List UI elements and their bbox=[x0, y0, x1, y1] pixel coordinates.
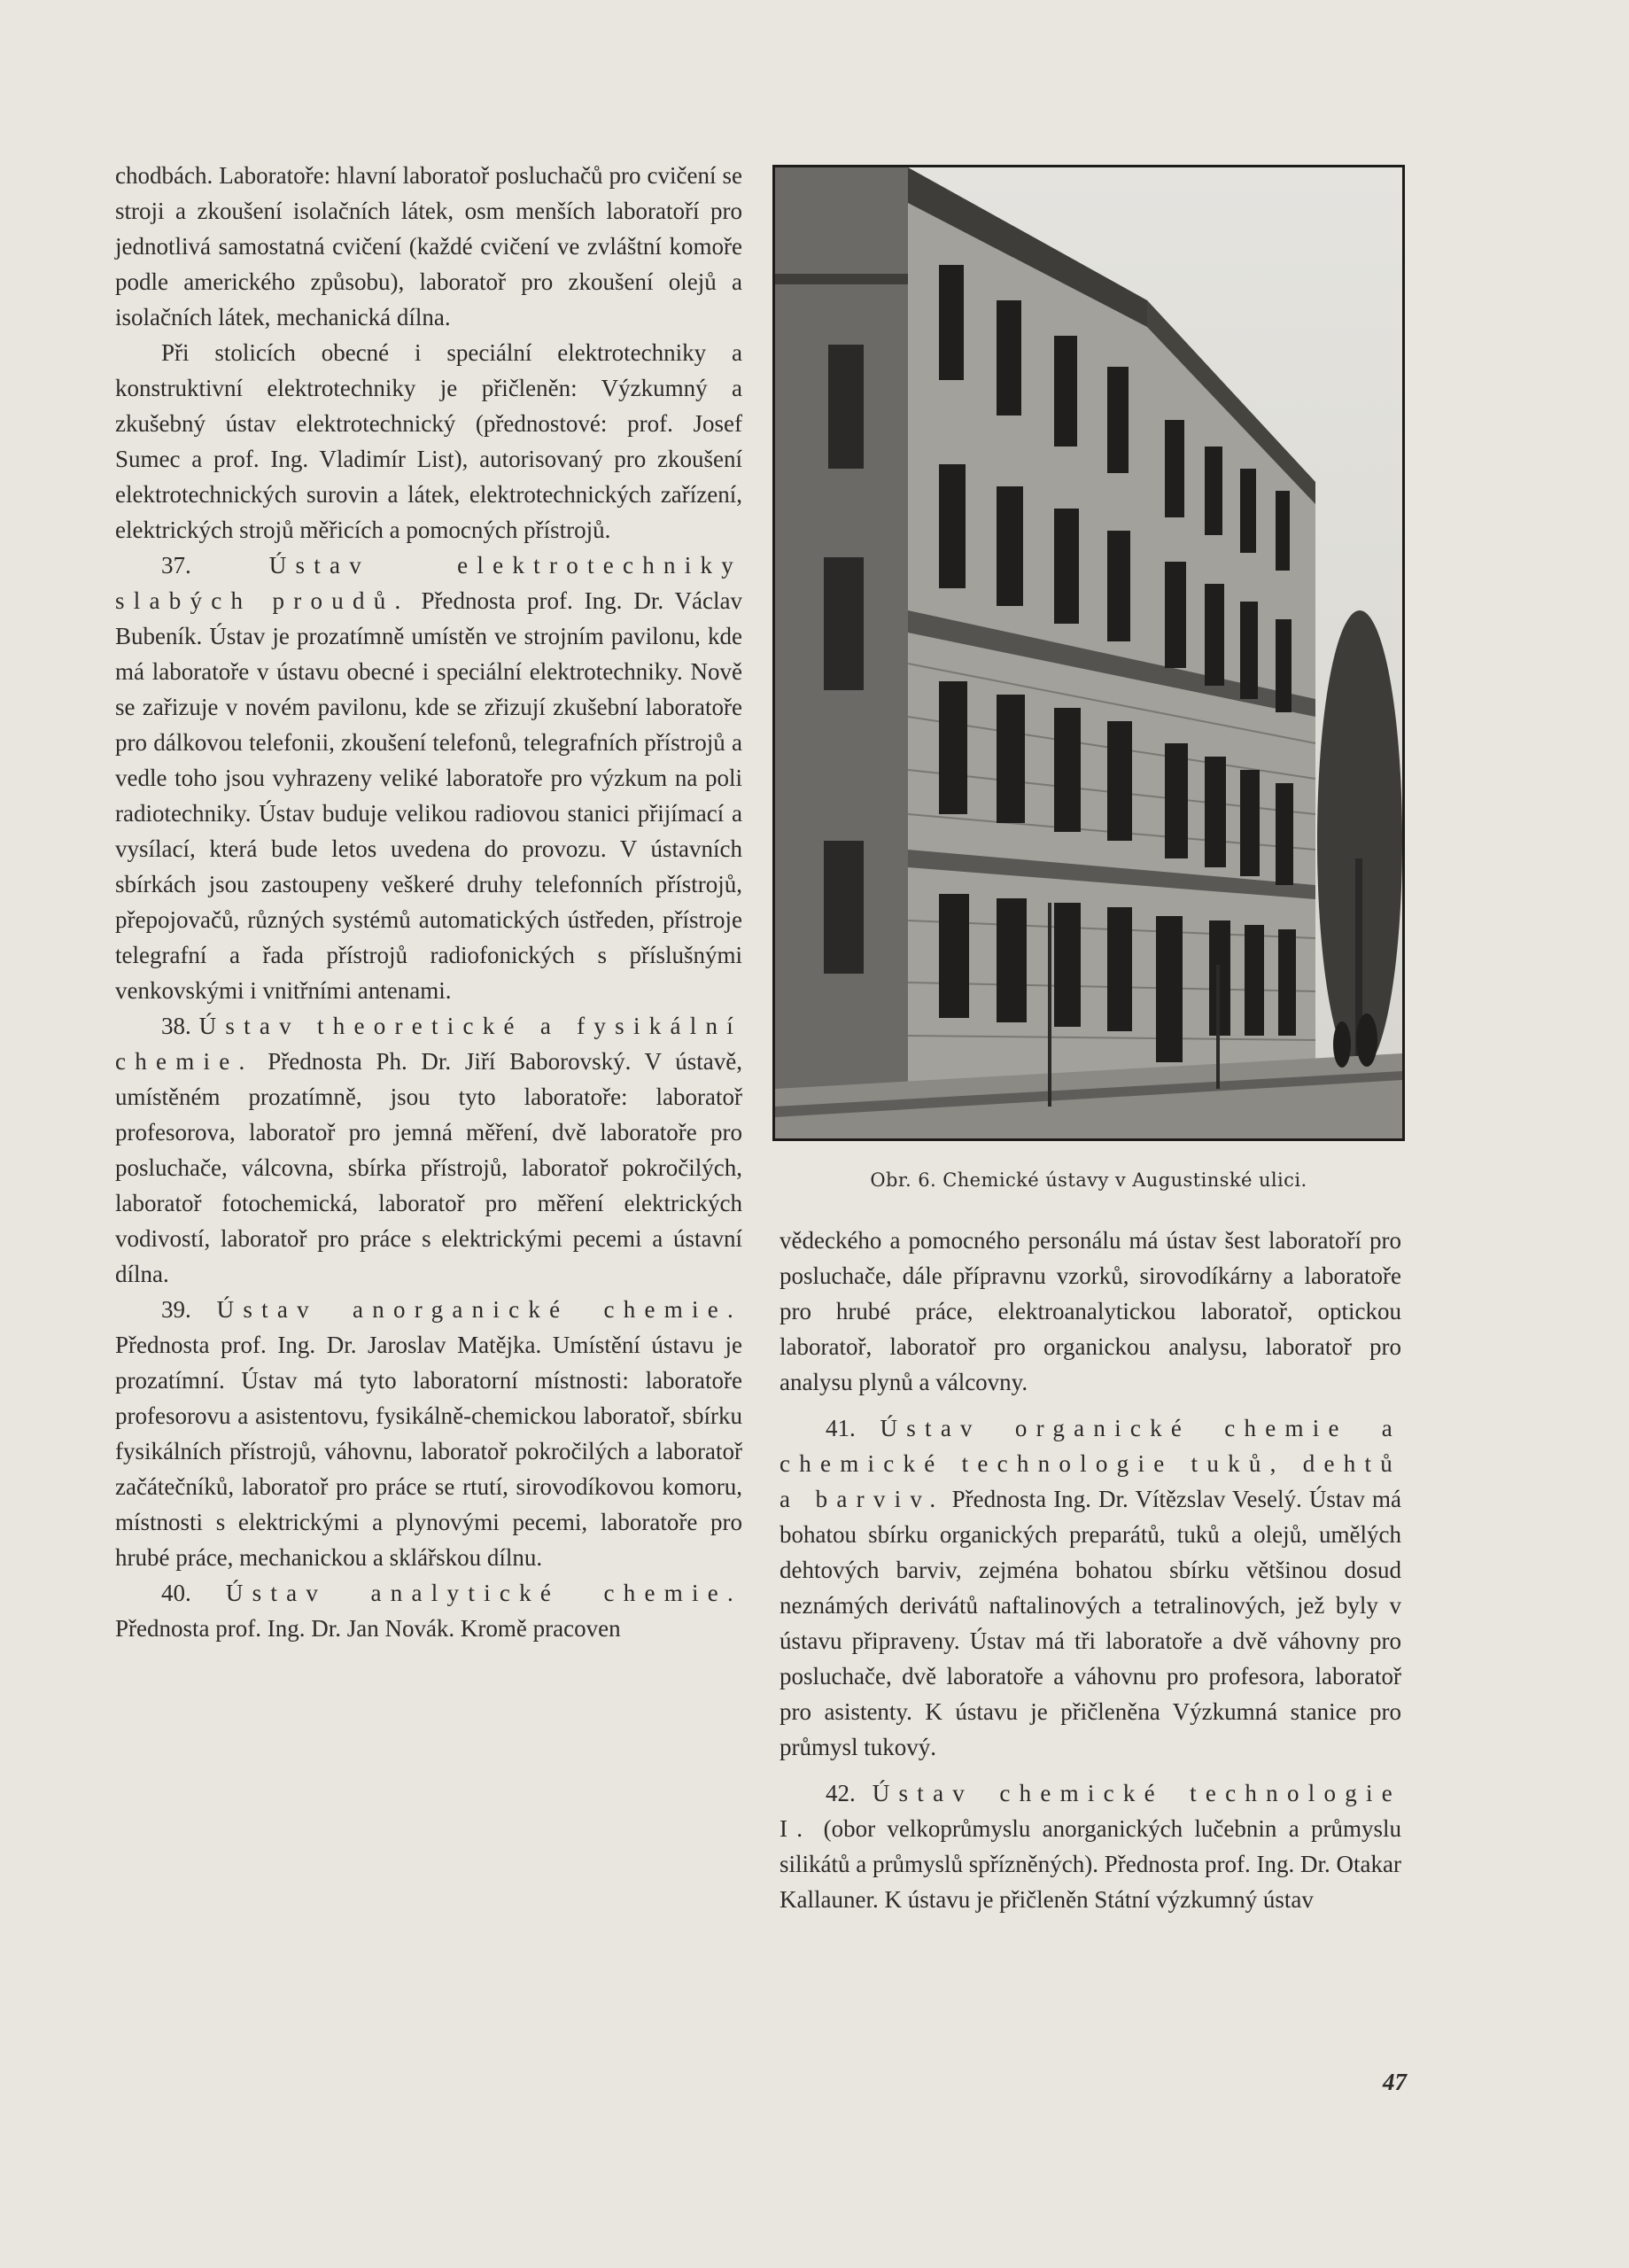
section-42-title: Ústav chemické technologie I. bbox=[780, 1780, 1401, 1842]
section-37-body: Přednosta prof. Ing. Dr. Václav Bubeník. Ústav je prozatímně umístěn ve strojním pavilonu, kde má laboratoře v ústavu obecné i speciální elektrotechniky. Nově se zařizuje v novém pavilonu, kde se zřizují zkušební laboratoře pro dálkovou telefonii, zkoušení telefonů, telegrafních přístrojů a vedle toho jsou vyhrazeny veliké laboratoře pro výzkum na poli radiotechniky. Ústav buduje velikou radiovou stanici přijímací a vysílací, která bude letos uvedena do provozu. V ústavních sbírkách jsou zastoupeny veškeré druhy telefonních přístrojů, přepojovačů, různých systémů automatických ústředen, přístroje telegrafní a řada přístrojů radiofonických s příslušnými venkovskými i vnitřními antenami. bbox=[115, 587, 743, 1004]
building-photograph bbox=[772, 165, 1405, 1141]
section-42-body: (obor velkoprůmyslu anorganických lučebnin a průmyslu silikátů a průmyslů spřízněných). Přednosta prof. Ing. Dr. Otakar Kallauner. K ústavu je přičleněn Státní výzkumný ústav bbox=[780, 1815, 1401, 1913]
section-37 bbox=[115, 548, 742, 1008]
section-41-title: Ústav organické chemie a chemické technologie tuků, dehtů a barviv. bbox=[780, 1415, 1401, 1512]
section-41-number: 41. bbox=[826, 1415, 856, 1441]
paragraph-laboratories: chodbách. Laboratoře: hlavní laboratoř posluchačů pro cvičení se stroji a zkoušení isolačních látek, osm menších laboratoří pro jednotlivá samostatná cvičení (každé cvičení ve zvláštní komoře podle amerického způsobu), laboratoř pro zkoušení olejů a isolačních látek, mechanická dílna. bbox=[115, 162, 742, 330]
section-39-title: Ústav anorganické chemie. bbox=[216, 1296, 743, 1323]
section-37-title: Ústav elektrotechniky slabých proudů. bbox=[115, 552, 743, 614]
section-38-body: Přednosta Ph. Dr. Jiří Baborovský. V ústavě, umístěném prozatímně, jsou tyto laboratoře: laboratoř profesorova, laboratoř pro jemná měření, dvě laboratoře pro posluchače, válcovna, sbírka přístrojů, laboratoř pokročilých, laboratoř fotochemická, laboratoř pro měření elektrických vodivostí, laboratoř pro práce s elektrickými pecemi a ústavní dílna. bbox=[115, 1048, 743, 1287]
section-39-number: 39. bbox=[161, 1296, 191, 1323]
left-text-column bbox=[115, 158, 742, 1646]
section-37-number: 37. bbox=[161, 552, 191, 579]
section-42-number: 42. bbox=[826, 1780, 856, 1806]
section-39-body: Přednosta prof. Ing. Dr. Jaroslav Matějka. Umístění ústavu je prozatímní. Ústav má tyto laboratorní místnosti: laboratoře profesorovu a asistentovu, fysikálně-chemickou laboratoř, sbírku fysikálních přístrojů, váhovnu, laboratoř pokročilých a laboratoř začátečníků, laboratoř pro práce se rtutí, sirovodíkovou komoru, místnosti s elektrickými a plynovými pecemi, laboratoře pro hrubé práce, mechanickou a sklářskou dílnu. bbox=[115, 1332, 742, 1571]
section-40-body: Přednosta prof. Ing. Dr. Jan Novák. Kromě pracoven bbox=[115, 1615, 621, 1642]
section-40-continuation: vědeckého a pomocného personálu má ústav šest laboratoří pro posluchače, dále přípravnu vzorků, sirovodíkárny a laboratoře pro hrubé práce, elektroanalytickou laboratoř, optickou laboratoř, laboratoř pro organickou analysu, laboratoř pro analysu plynů a válcovny. bbox=[780, 1227, 1401, 1395]
section-38-title: Ústav theoretické a fysikální chemie. bbox=[115, 1013, 742, 1075]
paragraph-research-institute: Při stolicích obecné i speciální elektrotechniky a konstruktivní elektrotechniky je přičleněn: Výzkumný a zkušebný ústav elektrotechnický (přednostové: prof. Josef Sumec a prof. Ing. Vladimír List), autorisovaný pro zkoušení elektrotechnických surovin a látek, elektrotechnických zařízení, elektrických strojů měřicích a pomocných přístrojů. bbox=[115, 339, 742, 543]
page-number: 47 bbox=[1383, 2069, 1407, 2095]
section-41 bbox=[780, 1410, 1401, 1765]
section-40-number: 40. bbox=[161, 1580, 191, 1606]
section-39 bbox=[115, 1292, 742, 1575]
section-40 bbox=[115, 1575, 742, 1646]
section-38 bbox=[115, 1008, 742, 1292]
figure-caption: Obr. 6. Chemické ústavy v Augustinské ulici. bbox=[870, 1169, 1307, 1191]
section-41-body: Přednosta Ing. Dr. Vítězslav Veselý. Ústav má bohatou sbírku organických preparátů, tuků a olejů, umělých dehtových barviv, zejména bohatou sbírku většinou dosud neznámých derivátů naftalinových a tetralinových, jež byly v ústavu připraveny. Ústav má tři laboratoře a dvě váhovny pro posluchače, dvě laboratoře a váhovnu pro profesora, laboratoř pro asistenty. K ústavu je přičleněna Výzkumná stanice pro průmysl tukový. bbox=[780, 1486, 1402, 1760]
section-38-number: 38. bbox=[161, 1013, 191, 1039]
section-42 bbox=[780, 1775, 1401, 1917]
right-text-column bbox=[780, 1223, 1401, 1917]
building-photo-illustration bbox=[775, 167, 1402, 1138]
section-40-title: Ústav analytické chemie. bbox=[225, 1580, 742, 1606]
